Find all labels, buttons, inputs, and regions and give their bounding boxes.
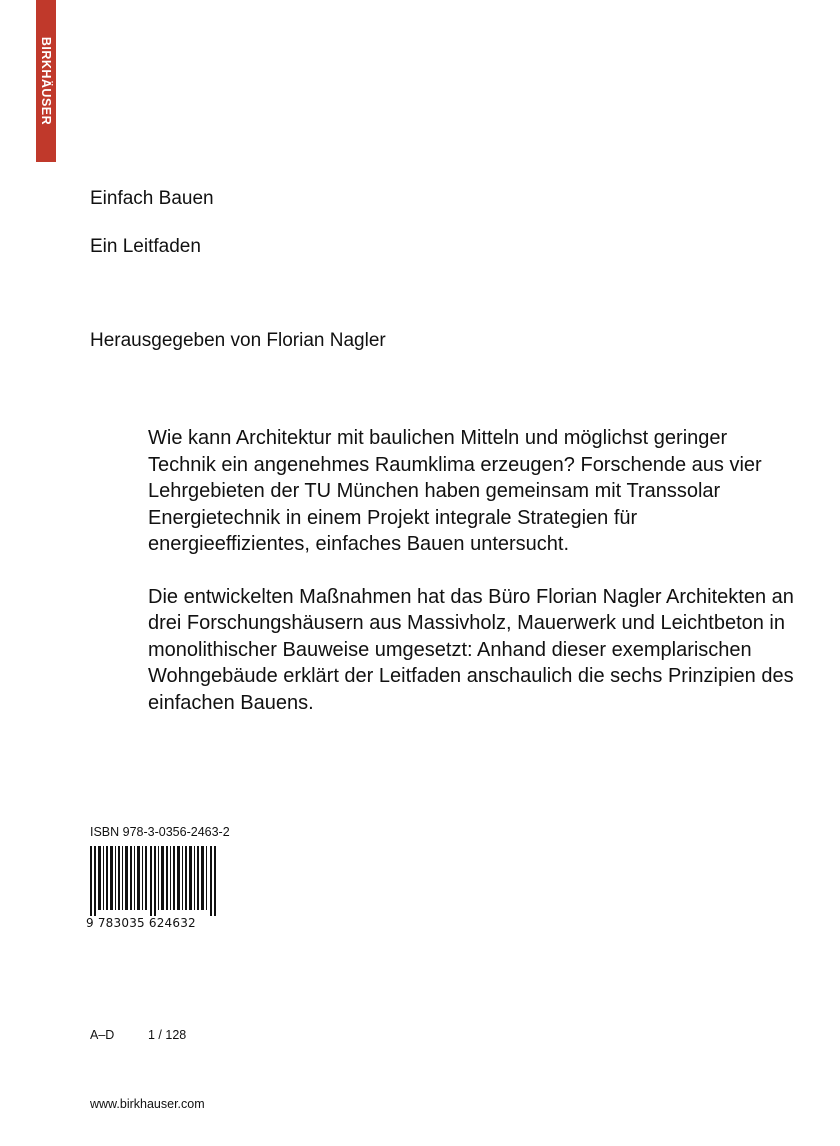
- barcode-digits: 9 783035 624632: [86, 916, 196, 930]
- blurb-text: [148, 425, 798, 742]
- product-code: 1 / 128: [148, 1028, 187, 1042]
- barcode: [90, 846, 218, 916]
- publisher-url: www.birkhauser.com: [90, 1097, 205, 1111]
- book-subtitle: Ein Leitfaden: [90, 236, 201, 257]
- publisher-logo-tab: [36, 0, 56, 162]
- region-code: A–D: [90, 1028, 115, 1042]
- publisher-name: BIRKHÄUSER: [39, 36, 53, 126]
- barcode-icon: [90, 846, 218, 916]
- blurb-paragraph-2: Die entwickelten Maßnahmen hat das Büro Florian Nagler Architekten an drei Forschungshäusern aus Massivholz, Mauerwerk und Leichtbeton in monolithischer Bauweise umgesetzt: Anhand dieser exemplarischen Wohngebäude erklärt der Leitfaden anschaulich die sechs Prinzipien des einfachen Bauens.: [148, 585, 794, 714]
- book-title: Einfach Bauen: [90, 188, 214, 209]
- editor-line: Herausgegeben von Florian Nagler: [90, 330, 386, 351]
- blurb-paragraph-1: Wie kann Architektur mit baulichen Mitteln und möglichst geringer Technik ein angenehmes Raumklima erzeugen? Forschende aus vier Lehrgebieten der TU München haben gemeinsam mit Transsolar Energietechnik in einem Projekt integrale Strategien für energieeffizientes, einfaches Bauen untersucht.: [148, 427, 762, 555]
- isbn-label: ISBN 978-3-0356-2463-2: [90, 825, 230, 839]
